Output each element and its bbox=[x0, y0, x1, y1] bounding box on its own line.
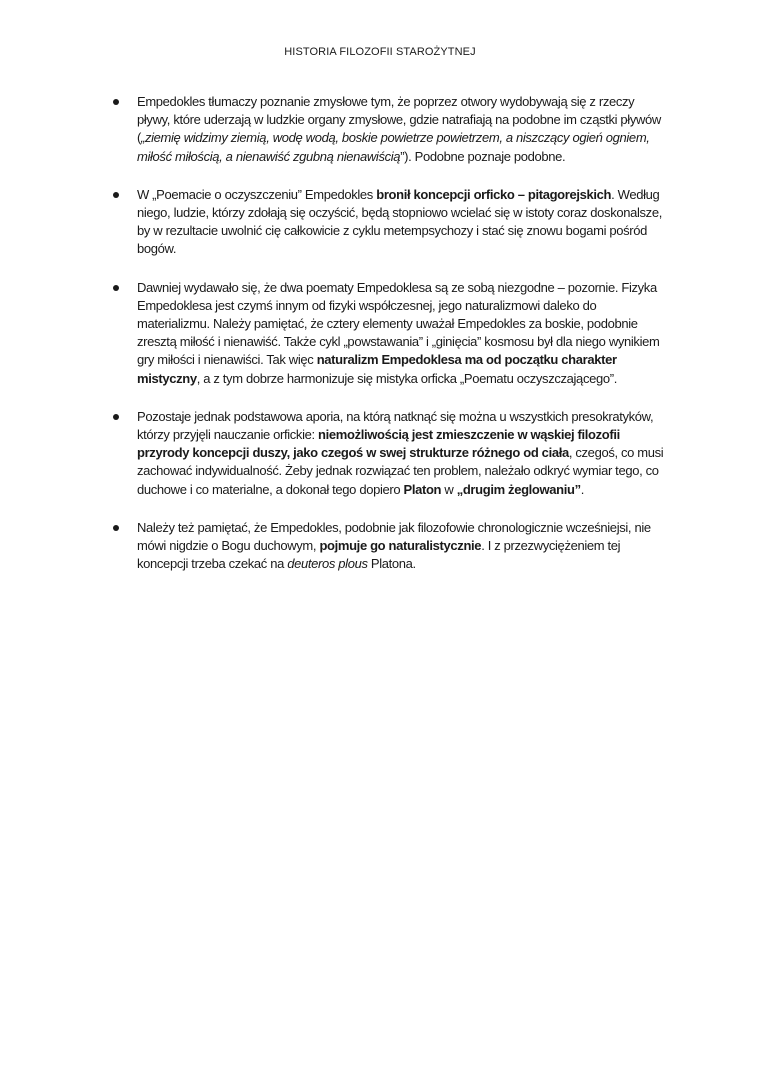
bullet-icon bbox=[113, 99, 119, 105]
bullet-icon bbox=[113, 192, 119, 198]
text-segment: Dawniej wydawało się, że dwa poematy Empedoklesa są ze sobą niezgodne – pozornie. Fizyka Empedoklesa jest czymś innym od fizyki współczesnej, jego naturalizmowi daleko do materializmu. Należy pamiętać, że cztery elementy uważał Empedokles za boskie, podobnie zresztą miłość i nienawiść. Także cykl „powstawania” i „ginięcia” kosmosu był dla niego wynikiem gry miłości i nienawiści. Tak więc bbox=[137, 279, 660, 368]
text-segment-bold: bronił koncepcji orficko – pitagorejskich bbox=[376, 186, 612, 202]
text-segment: Należy też pamiętać, że Empedokles, podobnie jak filozofowie chronologicznie wcześniejsi, nie mówi nigdzie o Bogu duchowym, bbox=[137, 519, 651, 554]
text-segment-bold: Platon bbox=[403, 481, 442, 497]
page-header: HISTORIA FILOZOFII STAROŻYTNEJ bbox=[284, 46, 476, 58]
bullet-icon bbox=[113, 525, 119, 531]
bullet-item-poems bbox=[110, 279, 665, 388]
bullet-list bbox=[110, 93, 665, 593]
text-segment: Pozostaje jednak podstawowa aporia, na którą natknąć się można u wszystkich presokratyków, którzy przyjęli nauczanie orfickie: bbox=[137, 408, 654, 443]
text-segment: W „Poemacie o oczyszczeniu” Empedokles bbox=[137, 186, 377, 202]
bullet-item-perception bbox=[110, 93, 665, 166]
bullet-item-purification bbox=[110, 186, 665, 259]
text-segment-bold: pojmuje go naturalistycznie bbox=[319, 538, 482, 554]
text-segment-bold: „drugim żeglowaniu” bbox=[456, 481, 581, 497]
text-segment: Empedokles tłumaczy poznanie zmysłowe tym, że poprzez otwory wydobywają się z rzeczy pływy, które uderzają w ludzkie organy zmysłowe, gdzie natrafiają na podobne im cząstki pływów ( bbox=[137, 94, 661, 146]
bullet-item-aporia bbox=[110, 408, 665, 499]
text-segment-italic: „ziemię widzimy ziemią, wodę wodą, boskie powietrze powietrzem, a niszczący ogień ogniem, miłość miłością, a nienawiść zgubną nienawiścią bbox=[137, 130, 650, 164]
text-segment: . I z przezwyciężeniem tej koncepcji trzeba czekać na bbox=[137, 538, 621, 572]
text-segment: , a z tym dobrze harmonizuje się mistyka orficka „Poematu oczyszczającego”. bbox=[196, 370, 617, 386]
text-segment: , czegoś, co musi zachować indywidualność. Żeby jednak rozwiązać ten problem, należało odkryć wymiar tego, co duchowe i co materialne, a dokonał tego dopiero bbox=[137, 445, 664, 497]
text-segment: Platona. bbox=[367, 556, 416, 572]
text-segment: . Według niego, ludzie, którzy zdołają się oczyścić, będą stopniowo wcielać się w istoty coraz doskonalsze, by w rezultacie uwolnić cię całkowicie z cyklu metempsychozy i stać się znowu bogami pośród bogów. bbox=[137, 186, 662, 257]
text-segment: ”). Podobne poznaje podobne. bbox=[400, 148, 566, 164]
bullet-item-god bbox=[110, 519, 665, 574]
bullet-icon bbox=[113, 414, 119, 420]
text-segment-italic: deuteros plous bbox=[287, 556, 368, 572]
bullet-icon bbox=[113, 285, 119, 291]
text-segment: w bbox=[441, 481, 457, 497]
text-segment-bold: naturalizm Empedoklesa ma od początku charakter mistyczny bbox=[137, 352, 617, 386]
text-segment-bold: niemożliwością jest zmieszczenie w wąskiej filozofii przyrody koncepcji duszy, jako czegoś w swej strukturze różnego od ciała bbox=[137, 427, 620, 461]
text-segment: . bbox=[580, 481, 585, 497]
